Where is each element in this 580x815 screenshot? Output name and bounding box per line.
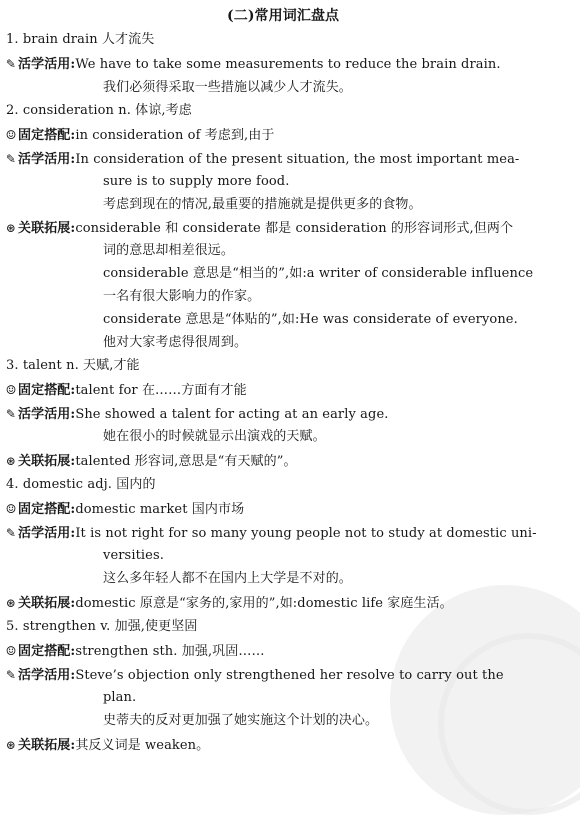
practice-text: sure is to supply more food. (103, 174, 290, 189)
watermark-ring (438, 633, 580, 815)
practice-text: In consideration of the present situation, the most important mea- (75, 152, 520, 167)
pen-icon: ✎ (5, 526, 17, 540)
pen-icon: ✎ (5, 57, 17, 71)
extend-label: 关联拓展: (18, 221, 76, 236)
extend-text: 他对大家考虑得很周到。 (103, 335, 248, 350)
practice-label: 活学活用: (18, 668, 76, 683)
smiley-icon: ☺ (5, 644, 17, 658)
fixed-text: talent for 在……方面有才能 (75, 383, 247, 398)
link-icon: ⊛ (5, 738, 17, 752)
practice-text: versities. (103, 548, 164, 563)
fixed-row (4, 499, 244, 520)
extend-text: 一名有很大影响力的作家。 (103, 289, 261, 304)
entry-heading: 5. strengthen v. 加强,使更坚固 (6, 619, 198, 634)
extend-text: 其反义词是 weaken。 (75, 738, 210, 753)
practice-text: 史蒂夫的反对更加强了她实施这个计划的决心。 (103, 713, 379, 728)
watermark-seal (390, 585, 580, 815)
smiley-icon: ☺ (5, 128, 17, 142)
smiley-icon: ☺ (5, 383, 17, 397)
entry-heading: 3. talent n. 天赋,才能 (6, 358, 140, 373)
practice-label: 活学活用: (18, 526, 76, 541)
pen-icon: ✎ (5, 152, 17, 166)
practice-text: She showed a talent for acting at an early age. (75, 407, 389, 422)
fixed-row (4, 125, 274, 146)
practice-row (4, 54, 501, 75)
extend-label: 关联拓展: (18, 454, 76, 469)
fixed-row (4, 641, 265, 662)
extend-text: domestic 原意是“家务的,家用的”,如:domestic life 家庭生活。 (75, 596, 453, 611)
practice-label: 活学活用: (18, 57, 76, 72)
fixed-text: strengthen sth. 加强,巩固…… (75, 644, 265, 659)
fixed-text: in consideration of 考虑到,由于 (75, 128, 275, 143)
practice-text: plan. (103, 690, 137, 705)
fixed-text: domestic market 国内市场 (75, 502, 245, 517)
pen-icon: ✎ (5, 668, 17, 682)
practice-text: Steve’s objection only strengthened her resolve to carry out the (75, 668, 504, 683)
fixed-label: 固定搭配: (18, 128, 76, 143)
link-icon: ⊛ (5, 596, 17, 610)
practice-row (4, 523, 537, 544)
entry-heading: 4. domestic adj. 国内的 (6, 477, 156, 492)
practice-row (4, 404, 388, 425)
practice-text: 我们必须得采取一些措施以减少人才流失。 (103, 80, 352, 95)
extend-row (4, 218, 513, 239)
extend-row (4, 735, 209, 756)
practice-text: 考虑到现在的情况,最重要的措施就是提供更多的食物。 (103, 197, 422, 212)
entry-heading: 2. consideration n. 体谅,考虑 (6, 103, 192, 118)
extend-text: considerable 意思是“相当的”,如:a writer of considerable influence (103, 266, 534, 281)
fixed-row (4, 380, 247, 401)
extend-row (4, 593, 453, 614)
entry-heading: 1. brain drain 人才流失 (6, 32, 155, 47)
extend-text: considerable 和 considerate 都是 consideration 的形容词形式,但两个 (75, 221, 514, 236)
fixed-label: 固定搭配: (18, 502, 76, 517)
practice-label: 活学活用: (18, 407, 76, 422)
extend-label: 关联拓展: (18, 596, 76, 611)
practice-text: 她在很小的时候就显示出演戏的天赋。 (103, 429, 326, 444)
link-icon: ⊛ (5, 454, 17, 468)
practice-row (4, 665, 504, 686)
page-title: (二)常用词汇盘点 (227, 8, 340, 24)
practice-text: It is not right for so many young people not to study at domestic uni- (75, 526, 537, 541)
fixed-label: 固定搭配: (18, 383, 76, 398)
practice-text: We have to take some measurements to reduce the brain drain. (75, 57, 501, 72)
smiley-icon: ☺ (5, 502, 17, 516)
extend-label: 关联拓展: (18, 738, 76, 753)
fixed-label: 固定搭配: (18, 644, 76, 659)
pen-icon: ✎ (5, 407, 17, 421)
practice-row (4, 149, 519, 170)
practice-text: 这么多年轻人都不在国内上大学是不对的。 (103, 571, 352, 586)
extend-text: 词的意思却相差很远。 (103, 243, 235, 258)
link-icon: ⊛ (5, 221, 17, 235)
extend-text: considerate 意思是“体贴的”,如:He was considerate of everyone. (103, 312, 518, 327)
extend-row (4, 451, 297, 472)
extend-text: talented 形容词,意思是“有天赋的”。 (75, 454, 297, 469)
practice-label: 活学活用: (18, 152, 76, 167)
